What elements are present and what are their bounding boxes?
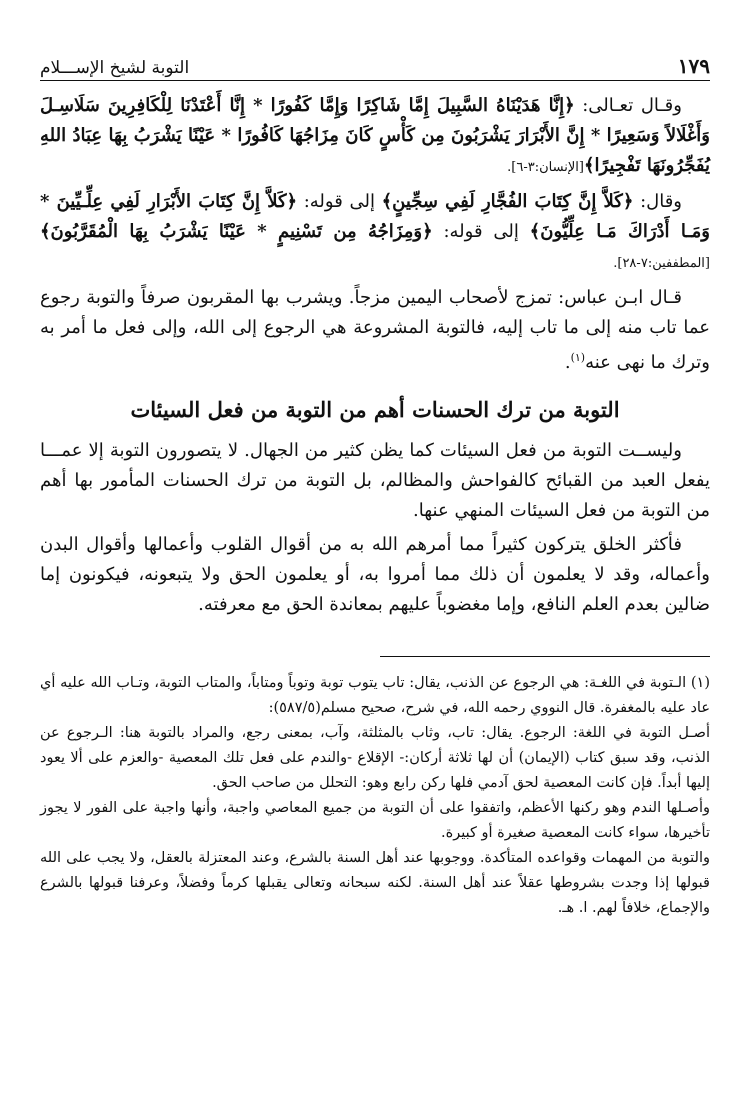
quran-verse: ﴿وَمِزَاجُهُ مِن تَسْنِيمٍ * عَيْنًا يَشْرَبُ بِهَا الْمُقَرَّبُونَ﴾ — [40, 221, 433, 242]
paragraph-ibn-abbas — [40, 283, 710, 378]
verse-reference: [الإنسان:٣-٦]. — [507, 160, 584, 175]
footnote-1-part-b: أصـل التوبة في اللغة: الرجوع. يقال: تاب، وثاب بالمثلثة، وآب، بمعنى رجع، والمراد بالتوبة هنا: الـرجوع عن الذنب، وقد سبق كتاب (الإيمان) أن لها ثلاثة أركان:- الإقلاع -والندم على فعل تلك المعصية -والعزم على ألا يعود إليها أبداً. فإن كانت المعصية لحق آدمي فلها ركن رابع وهو: التحلل من صاحب الحق. — [40, 725, 710, 791]
quran-verse: ﴿كَلاَّ إِنَّ كِتَابَ الفُجَّارِ لَفِي سِجِّينٍ﴾ — [381, 191, 634, 212]
page-header — [40, 44, 710, 81]
paragraph-quran-insan — [40, 91, 710, 183]
section-heading: التوبة من ترك الحسنات أهم من التوبة من فعل السيئات — [130, 397, 620, 422]
book-page — [40, 44, 710, 921]
running-title: التوبة لشيخ الإســـلام — [40, 58, 190, 78]
footnote-separator — [380, 656, 710, 657]
footnotes-section — [40, 671, 710, 921]
connector-text: إلى قوله: — [432, 221, 530, 242]
footnote-1-part-a: (١) الـتوبة في اللغـة: هي الرجوع عن الذنب، يقال: تاب يتوب توبة وتوباً ومتاباً، والمتاب التوبة، وتـاب الله عليه أي عاد عليه بالمغفرة. قال النووي رحمه الله، في شرح، صحيح مسلم(٥٨٧/٥): — [40, 675, 710, 716]
footnote-reference[interactable]: (١) — [570, 351, 586, 364]
paragraph-intro: وقـال تعـالى: — [574, 95, 682, 116]
paragraph-repentance: وليســت التوبة من فعل السيئات كما يظن كثير من الجهال. لا يتصورون التوبة إلا عمـــا يفعل العبد من القبائح كالفواحش والمظالم، بل التوبة من ترك الحسنات المأمور بها أهم من التوبة من فعل السيئات المنهي عنها. — [40, 440, 710, 521]
paragraph-end: . — [564, 352, 571, 373]
main-text — [40, 91, 710, 620]
page-number: ١٧٩ — [677, 54, 710, 78]
paragraph-creation: فأكثر الخلق يتركون كثيراً مما أمرهم الله به من أقوال القلوب وأعمالها وأقوال البدن وأعماله، وقد لا يعلمون أن ذلك مما أمروا به، أو يعلمون الحق ولا يتبعونه، فيكونون إما ضالين بعدم العلم النافع، وإما مغضوباً عليهم بمعاندة الحق مع معرفته. — [40, 534, 710, 615]
connector-text: إلى قوله: — [297, 191, 382, 212]
paragraph-intro: وقال: — [633, 191, 682, 212]
footnote-1-part-d: والتوبة من المهمات وقواعده المتأكدة. ووجوبها عند أهل السنة بالشرع، وعند المعتزلة بالعقل، ولا يجب على الله قبولها إذا وجدت بشروطها عقلاً عند أهل السنة. لكنه سبحانه وتعالى يقبلها كرماً وفضلاً، وعرفنا قبولها بالشرع والإجماع، خلافاً لهم. ا. هـ. — [40, 850, 710, 916]
paragraph-text: قـال ابـن عباس: تمزج لأصحاب اليمين مزجاً. ويشرب بها المقربون صرفاً والتوبة رجوع عما تاب منه إلى ما تاب إليه، فالتوبة المشروعة هي الرجوع إلى الله، وإلى فعل ما أمر به وترك ما نهى عنه — [40, 287, 710, 373]
quran-verse: ﴿إِنَّا هَدَيْنَاهُ السَّبِيلَ إِمَّا شَاكِرًا وَإِمَّا كَفُورًا * إِنَّا أَعْتَدْنَا لِلْكَافِرِينَ سَلَاسِـلَ وَأَغْلَالاً وَسَعِيرًا * إِنَّ الأَبْرَارَ يَشْرَبُونَ مِن كَأْسٍ كَانَ مِزَاجُهَا كَافُورًا * عَيْنًا يَشْرَبُ بِهَا عِبَادُ اللهِ يُفَجِّرُونَهَا تَفْجِيرًا﴾ — [40, 95, 710, 176]
footnote-1-part-c: وأصـلها الندم وهو ركنها الأعظم، واتفقوا على أن التوبة من جميع المعاصي واجبة، وأنها واجبة على الفور لا يجوز تأخيرها، سواء كانت المعصية صغيرة أو كبيرة. — [40, 800, 710, 841]
quran-verse: ﴿كَلاَّ إِنَّ كِتَابَ الأَبْرَارِ لَفِي عِلِّـيِّينَ * وَمَـا أَدْرَاكَ مَـا عِلِّيُّونَ﴾ — [40, 191, 710, 242]
verse-reference: [المطففين:٧-٢٨]. — [613, 256, 710, 271]
paragraph-quran-mutaffifin — [40, 187, 710, 279]
